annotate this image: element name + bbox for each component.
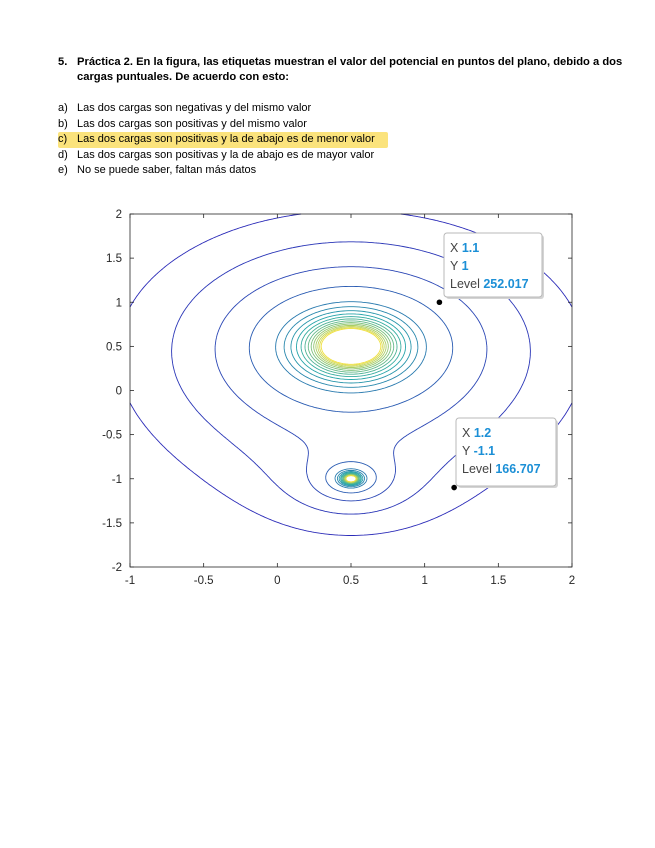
contour-line <box>311 323 391 484</box>
option-letter: e) <box>58 164 68 177</box>
y-tick-label: 0.5 <box>106 341 122 354</box>
option-letter: b) <box>58 117 68 130</box>
question-number: 5. <box>58 56 68 68</box>
datatip-key: Level <box>450 277 484 291</box>
option-text: No se puede saber, faltan más datos <box>77 164 257 177</box>
contour-line <box>321 329 381 482</box>
x-tick-label: -1 <box>124 575 136 587</box>
x-tick-label: 1.5 <box>490 575 507 587</box>
y-tick-label: 1.5 <box>106 253 122 266</box>
datatip-value: 1 <box>461 259 469 273</box>
datatip-key: Y <box>462 444 474 458</box>
datatip-row <box>450 241 479 255</box>
contour-line <box>314 324 389 483</box>
contour-line <box>301 317 401 485</box>
x-tick-label: -0.5 <box>193 575 214 587</box>
contour-line <box>318 327 384 483</box>
x-tick-label: 1 <box>421 575 428 587</box>
y-tick-label: -2 <box>111 562 122 574</box>
contour-line <box>249 286 452 493</box>
contour-line <box>291 311 411 486</box>
datatip-value: -1.1 <box>473 444 496 458</box>
option-text: Las dos cargas son positivas y la de abajo es de menor valor <box>77 133 375 146</box>
contour-line <box>284 307 418 487</box>
datatip[interactable] <box>451 418 558 490</box>
option-letter: c) <box>58 133 68 146</box>
datatip-row <box>450 259 469 273</box>
x-tick-label: 0.5 <box>343 575 359 587</box>
option-text: Las dos cargas son positivas y la de abajo es de mayor valor <box>77 148 375 161</box>
y-tick-label: -1 <box>111 473 122 486</box>
datatip-value: 1.2 <box>473 426 492 440</box>
datatip-key: X <box>450 241 462 255</box>
datatip-marker <box>437 299 443 305</box>
option-text: Las dos cargas son positivas y del mismo valor <box>77 117 307 130</box>
datatip-row <box>462 426 491 440</box>
question-text: Práctica 2. En la figura, las etiquetas muestran el valor del potencial en puntos del plano, debido a dos cargas puntuales. De acuerdo con esto: <box>77 56 623 83</box>
option-text: Las dos cargas son negativas y del mismo valor <box>77 102 312 114</box>
datatip[interactable] <box>437 233 544 305</box>
datatip-key: Y <box>450 259 462 273</box>
y-tick-label: 1 <box>115 297 122 310</box>
datatip-row <box>450 277 529 291</box>
datatip-row <box>462 462 541 476</box>
datatip-marker <box>451 485 457 491</box>
y-tick-label: 0 <box>115 385 122 398</box>
option-letter: a) <box>58 102 68 114</box>
y-tick-label: 2 <box>115 209 122 221</box>
datatip-value: 166.707 <box>495 462 541 476</box>
x-tick-label: 0 <box>274 575 281 587</box>
y-tick-label: -1.5 <box>102 517 122 530</box>
datatip-value: 1.1 <box>461 241 480 255</box>
datatip-row <box>462 444 495 458</box>
x-tick-label: 2 <box>568 575 576 587</box>
contour-line <box>305 319 397 484</box>
contour-line <box>320 328 383 482</box>
contour-line <box>316 325 386 482</box>
datatip-key: Level <box>462 462 496 476</box>
datatip-key: X <box>462 426 474 440</box>
option-letter: d) <box>58 148 68 161</box>
y-tick-label: -0.5 <box>102 429 122 442</box>
datatip-value: 252.017 <box>483 277 529 291</box>
datatips <box>437 233 558 490</box>
